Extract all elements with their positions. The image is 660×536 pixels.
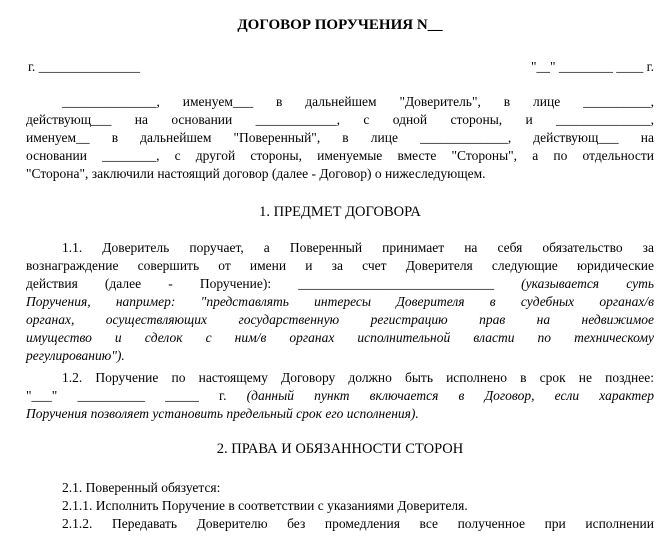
clause-1-1: [26, 239, 654, 365]
section-1-heading: 1. ПРЕДМЕТ ДОГОВОРА: [259, 204, 421, 220]
section-2-heading: 2. ПРАВА И ОБЯЗАННОСТИ СТОРОН: [216, 441, 464, 457]
preamble-line: именуем__ в дальнейшем "Поверенный", в лице _____________, действующ___ на: [26, 130, 654, 145]
clause-2-1: 2.1. Поверенный обязуется:: [62, 480, 221, 495]
clause-line: "___" __________ _____ г. (данный пункт включается в Договор, если характер: [26, 388, 654, 403]
clause-line: действия (далее - Поручение): _____________________________ (указывается суть: [26, 276, 654, 291]
clause-line: 1.2. Поручение по настоящему Договору должно быть исполнено в срок не позднее:: [62, 370, 654, 385]
document-title: ДОГОВОР ПОРУЧЕНИЯ N__: [237, 17, 443, 33]
date-field: "__" ________ ____ г.: [530, 59, 654, 74]
clause-line: Поручения, например: "представлять интересы Доверителя в судебных органах/в: [26, 294, 654, 309]
clause-2-1-1: 2.1.1. Исполнить Поручение в соответствии с указаниями Доверителя.: [62, 498, 468, 513]
clause-line: регулированию").: [26, 348, 125, 363]
clause-line: органах, осуществляющих государственную регистрацию прав на недвижимое: [26, 312, 654, 327]
clause-1-2: [26, 369, 654, 423]
clause-line: имущество и сделок с ним/в органах исполнительной власти по техническому: [26, 330, 654, 345]
preamble-paragraph: [26, 93, 654, 183]
preamble-line: действующ___ на основании ____________, с одной стороны, и ______________,: [26, 112, 654, 127]
clause-line: 1.1. Доверитель поручает, а Поверенный принимает на себя обязательство за: [62, 240, 654, 255]
preamble-line: ______________, именуем___ в дальнейшем "Доверитель", в лице __________,: [62, 94, 654, 109]
clause-line: Поручения позволяет установить предельный срок его исполнения).: [26, 406, 419, 421]
place-field: г. _______________: [28, 59, 141, 74]
clause-line: вознаграждение совершить от имени и за счет Доверителя следующие юридические: [26, 258, 654, 273]
preamble-line: "Сторона", заключили настоящий договор (далее - Договор) о нижеследующем.: [26, 166, 486, 181]
preamble-line: основании ________, с другой стороны, именуемые вместе "Стороны", а по отдельности: [26, 148, 654, 163]
clause-2-1-2: 2.1.2. Передавать Доверителю без промедления все полученное при исполнении: [62, 516, 654, 531]
